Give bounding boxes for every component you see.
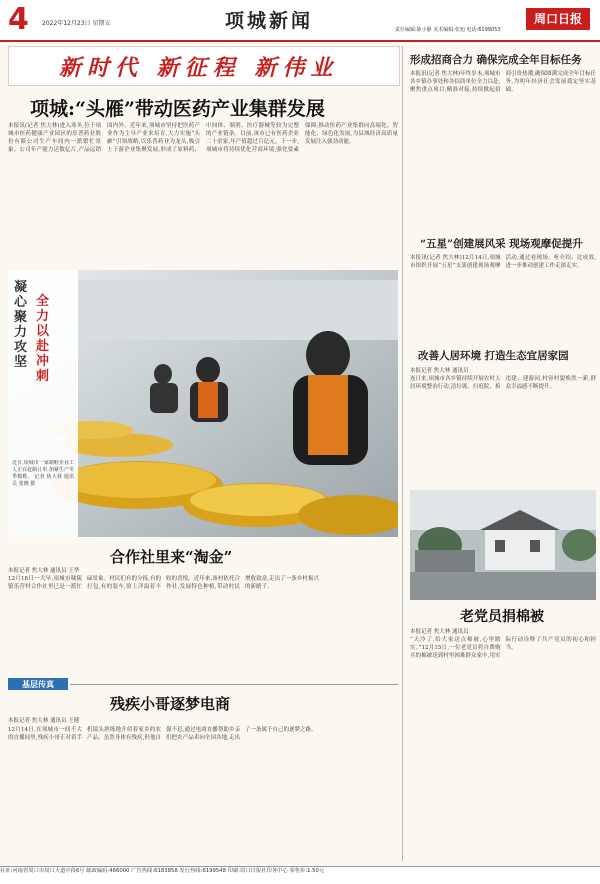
environment-body: 连日来,项城市各乡镇持续开展农村人居环境整治行动,清垃圾、扫庭院、拆违建、建游园,村容村貌焕然一新,群众幸福感不断提升。 <box>410 376 596 390</box>
cooperative-body: 12月18日一大早,项城市秣陵镇乐营村合作社里已是一派忙碌景象。村民们有的分拣,有的打包,有的装车,脸上洋溢着丰收的喜悦。近年来,该村依托合作社,发展特色种植,带动村民增收致富,走出了一条乡村振兴的新路子。 <box>8 576 319 590</box>
page-number: 4 <box>8 2 29 37</box>
village-photo <box>410 490 596 600</box>
factory-photo <box>8 270 398 537</box>
main-article-body: 本报讯(记者 焦大林)进入寒冬,位于项城市医药健康产业园区的乐普药业股份有限公司生产车间内一派繁忙景象。公司年产能力达数亿片,产品远销国内外。近年来,项城市坚持把医药产业作为主导产业来培育,大力实施“头雁”引领战略,以乐普药业为龙头,吸引上下游企业集聚发展,形成了原料药、中间体、制剂、医疗器械等较为完整的产业链条。目前,该市已有医药企业二十余家,年产值超过百亿元。下一步,项城市将持续优化营商环境,强化要素保障,推动医药产业集群向高端化、智能化、绿色化发展,为县域经济高质量发展注入强劲动能。 <box>8 123 398 153</box>
environment-headline: 改善人居环境 打造生态宜居家园 <box>418 350 569 362</box>
investment-headline: 形成招商合力 确保完成全年目标任务 <box>410 54 582 66</box>
slogan-black: 凝心聚力 攻坚 <box>14 280 28 370</box>
ecommerce-byline: 本报记者 焦大林 通讯员 王健 <box>8 718 80 724</box>
environment-byline: 本报记者 焦大林 通讯员 <box>410 368 469 374</box>
banner-text: 新时代 新征程 新伟业 <box>59 55 339 81</box>
village-photo-illustration <box>410 490 596 600</box>
newspaper-logo: 周口日报 <box>526 8 590 30</box>
main-headline: 项城:“头雁”带动医药产业集群发展 <box>30 98 325 120</box>
quilt-body: “天冷了,给大家送点棉被,心里踏实。”12月15日,一位老党员将自费购买的棉被送到村里困难群众家中,用实际行动诠释了共产党员的初心和担当。 <box>410 637 596 659</box>
page-footer: 社址:河南省周口市周口大道中段6号 邮政编码:466000 广告热线:6183858 发行热线:6199548 印刷:周口日报社印务中心 零售价:1.50元 <box>0 866 600 884</box>
theme-banner <box>8 46 400 86</box>
editor-info: 责任编辑:陈小静 美术编辑:张旭 电话:6199053 <box>395 27 501 33</box>
issue-date: 2022年12月23日 星期五 <box>42 20 111 27</box>
five-star-body: 本报讯(记者 焦大林)12月14日,项城市组织开展“五星”支部创建现场观摩活动,通过看现场、听介绍、比成效,进一步推动创建工作走深走实。 <box>410 255 596 269</box>
column-divider <box>402 46 403 861</box>
divider <box>70 684 398 685</box>
quilt-headline: 老党员捐棉被 <box>460 609 544 625</box>
photo-caption: 近日,项城市一家制鞋企业工人正在赶制订单,加紧生产冬季棉鞋。 记者 焦大林 通讯员 张晓 摄 <box>12 460 74 487</box>
ecommerce-body: 12月14日,在项城市一间不大的直播间里,残疾小哥正对着手机镜头熟练地介绍着家乡的农产品。虽然身体有残疾,但他自强不息,通过电商直播帮助乡亲们把农产品卖向全国各地,走出了一条属于自己的逐梦之路。 <box>8 727 317 741</box>
section-title: 项城新闻 <box>225 10 314 32</box>
cooperative-headline: 合作社里来“淘金” <box>110 548 233 566</box>
five-star-headline: “五星”创建展风采 现场观摩促提升 <box>420 238 583 250</box>
section-tag: 基层传真 <box>8 678 68 690</box>
slogan-red: 全力以赴 冲刺 <box>36 294 50 384</box>
quilt-byline: 本报记者 焦大林 通讯员 <box>410 629 469 635</box>
investment-body: 本报讯(记者 焦大林)年终岁末,项城市各乡镇办事处和各招商单位全力以赴,聚焦重点项目,精准对接,持续掀起招商引资热潮,确保圆满完成全年目标任务,为明年经济社会发展奠定坚实基础。 <box>410 71 596 93</box>
cooperative-byline: 本报记者 焦大林 通讯员 王华 <box>8 568 80 574</box>
slogan-panel <box>8 270 78 537</box>
ecommerce-headline: 残疾小哥逐梦电商 <box>110 695 231 713</box>
